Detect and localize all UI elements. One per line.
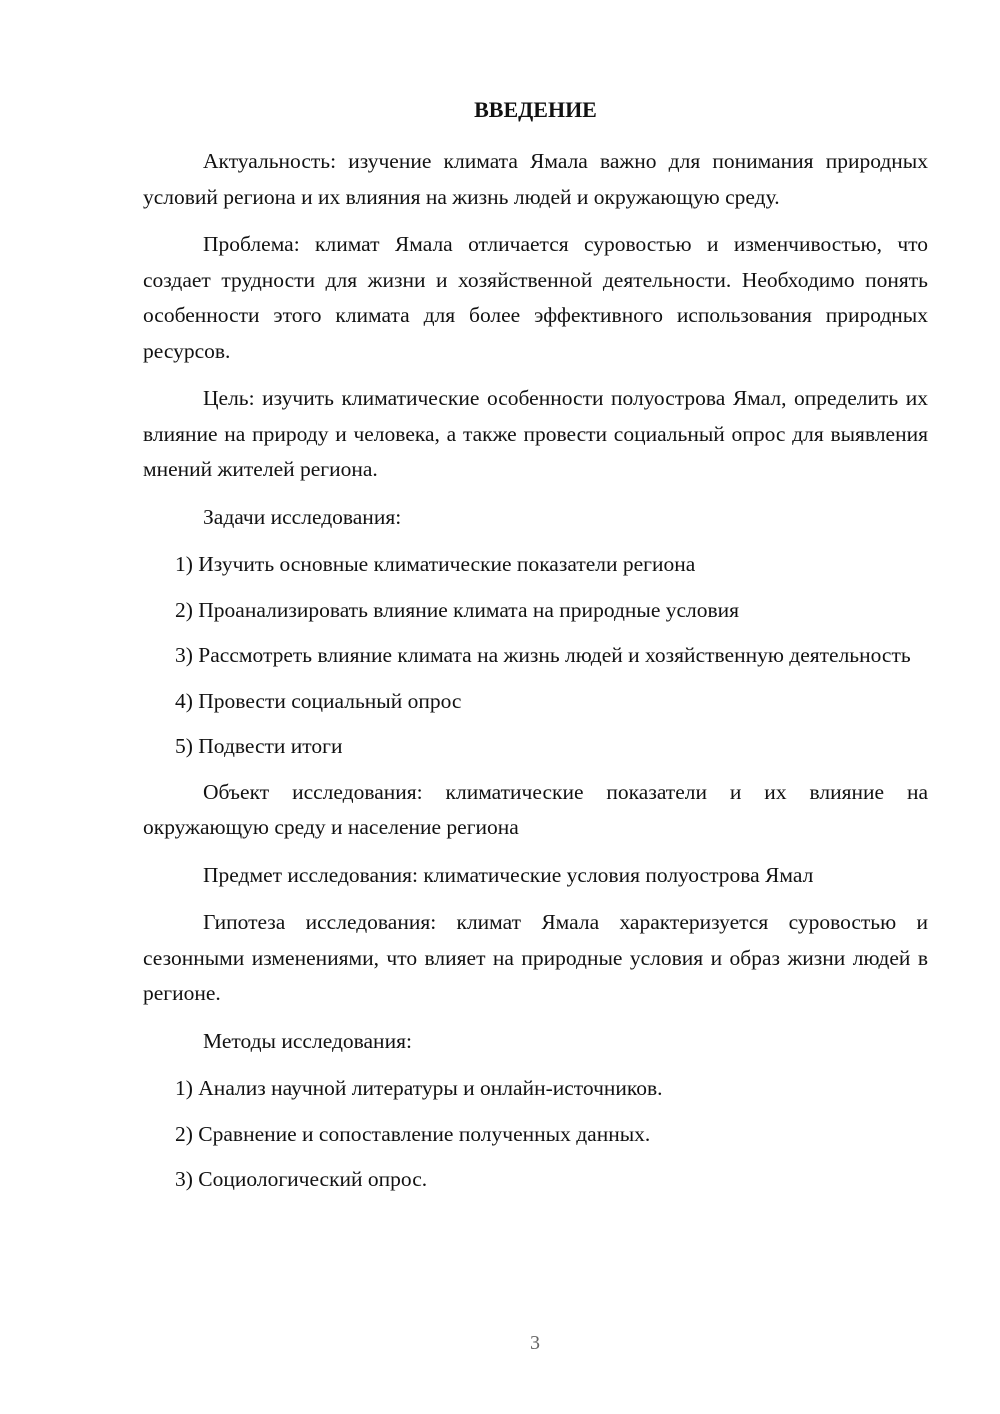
method-item: 1) Анализ научной литературы и онлайн-источников.	[175, 1076, 663, 1100]
subject-paragraph: Предмет исследования: климатические условия полуострова Ямал	[203, 862, 814, 887]
method-item: 2) Сравнение и сопоставление полученных данных.	[175, 1121, 651, 1146]
document-page	[143, 92, 928, 1208]
hypothesis-paragraph: Гипотеза исследования: климат Ямала характеризуется суровостью и сезонными изменениями, что влияет на природные условия и образ жизни людей в регионе.	[143, 910, 928, 1005]
task-item: 2) Проанализировать влияние климата на природные условия	[175, 597, 740, 622]
method-item: 3) Социологический опрос.	[175, 1167, 428, 1191]
task-item: 4) Провести социальный опрос	[175, 688, 462, 713]
task-item: 3) Рассмотреть влияние климата на жизнь людей и хозяйственную деятельность	[175, 643, 911, 667]
task-item: 1) Изучить основные климатические показатели региона	[175, 552, 696, 576]
tasks-heading: Задачи исследования:	[203, 504, 402, 529]
problem-paragraph: Проблема: климат Ямала отличается суровостью и изменчивостью, что создает трудности для жизни и хозяйственной деятельности. Необходимо понять особенности этого климата для более эффективного использования природных ресурсов.	[143, 232, 928, 363]
goal-paragraph: Цель: изучить климатические особенности полуострова Ямал, определить их влияние на природу и человека, а также провести социальный опрос для выявления мнений жителей региона.	[143, 386, 928, 481]
relevance-paragraph: Актуальность: изучение климата Ямала важно для понимания природных условий региона и их влияния на жизнь людей и окружающую среду.	[143, 149, 928, 209]
task-item: 5) Подвести итоги	[175, 734, 343, 758]
document-title: ВВЕДЕНИЕ	[474, 97, 597, 122]
methods-heading: Методы исследования:	[203, 1028, 412, 1053]
object-paragraph: Объект исследования: климатические показатели и их влияние на окружающую среду и население региона	[143, 779, 928, 839]
page-number: 3	[530, 1332, 540, 1354]
